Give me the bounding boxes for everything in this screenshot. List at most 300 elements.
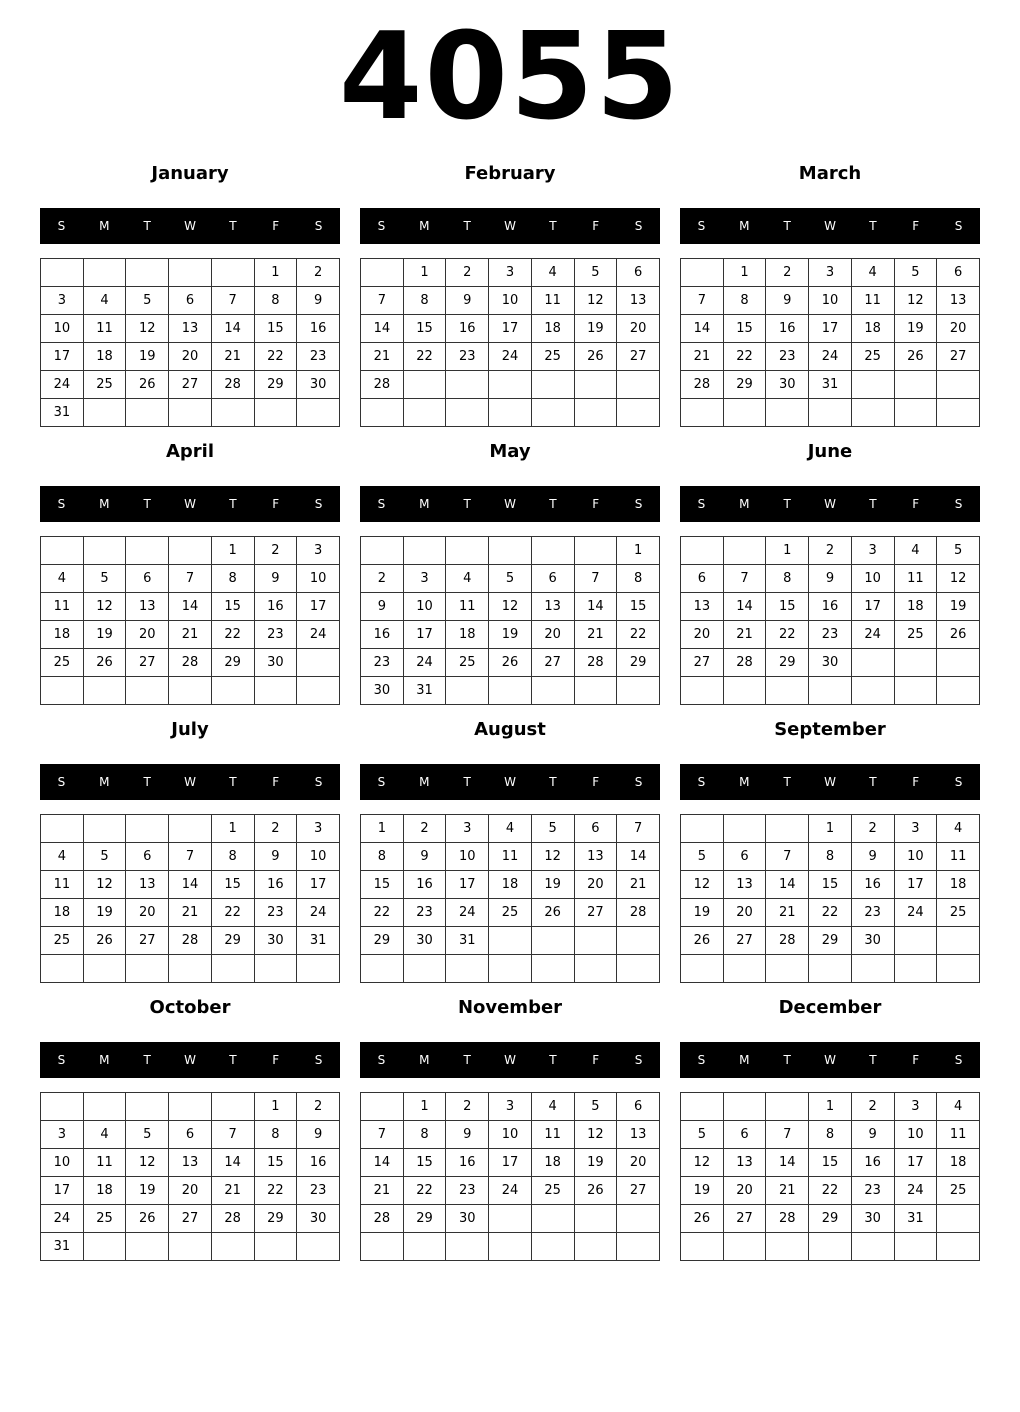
day-cell: 3 bbox=[403, 565, 446, 593]
day-cell: 26 bbox=[531, 899, 574, 927]
day-cell: 14 bbox=[361, 315, 404, 343]
day-cell: 21 bbox=[766, 899, 809, 927]
day-cell: 3 bbox=[809, 259, 852, 287]
weekday-label: S bbox=[954, 775, 963, 789]
day-cell: 11 bbox=[894, 565, 937, 593]
week-row bbox=[41, 1149, 340, 1177]
day-cell: 29 bbox=[403, 1205, 446, 1233]
day-cell: 24 bbox=[446, 899, 489, 927]
week-row bbox=[361, 1093, 660, 1121]
day-cell: 15 bbox=[809, 1149, 852, 1177]
week-row bbox=[681, 371, 980, 399]
month-name: January bbox=[151, 163, 229, 184]
day-cell bbox=[361, 1093, 404, 1121]
day-cell bbox=[126, 677, 169, 705]
day-cell: 11 bbox=[83, 315, 126, 343]
weekday-label: M bbox=[419, 1053, 430, 1067]
day-cell: 27 bbox=[531, 649, 574, 677]
weekday-header-bar bbox=[40, 764, 340, 800]
day-cell bbox=[681, 677, 724, 705]
day-cell: 30 bbox=[254, 927, 297, 955]
day-cell: 29 bbox=[617, 649, 660, 677]
day-cell bbox=[681, 815, 724, 843]
day-cell bbox=[403, 1233, 446, 1261]
weekday-label: T bbox=[463, 497, 471, 511]
day-cell: 4 bbox=[894, 537, 937, 565]
weekday-label: M bbox=[739, 1053, 750, 1067]
week-row bbox=[361, 955, 660, 983]
day-cell bbox=[851, 399, 894, 427]
day-cell: 14 bbox=[211, 315, 254, 343]
day-cell: 21 bbox=[766, 1177, 809, 1205]
week-row bbox=[361, 565, 660, 593]
month-name: November bbox=[457, 997, 563, 1018]
day-cell: 17 bbox=[894, 1149, 937, 1177]
day-cell bbox=[681, 537, 724, 565]
week-row bbox=[41, 1205, 340, 1233]
weekday-label: M bbox=[99, 1053, 110, 1067]
day-cell bbox=[809, 399, 852, 427]
day-cell: 14 bbox=[681, 315, 724, 343]
weekday-header-bar bbox=[40, 208, 340, 244]
day-cell bbox=[617, 1205, 660, 1233]
day-cell: 2 bbox=[254, 537, 297, 565]
day-cell: 18 bbox=[851, 315, 894, 343]
week-row bbox=[361, 399, 660, 427]
day-cell: 19 bbox=[83, 621, 126, 649]
weekday-label: W bbox=[504, 775, 516, 789]
day-cell bbox=[489, 371, 532, 399]
week-row bbox=[41, 565, 340, 593]
day-cell bbox=[126, 537, 169, 565]
weekday-header-bar bbox=[360, 1042, 660, 1078]
weekday-header-bar bbox=[680, 208, 980, 244]
day-cell: 3 bbox=[489, 1093, 532, 1121]
day-cell: 2 bbox=[766, 259, 809, 287]
week-row bbox=[361, 649, 660, 677]
day-cell bbox=[211, 955, 254, 983]
day-cell bbox=[574, 537, 617, 565]
day-cell: 25 bbox=[531, 343, 574, 371]
day-cell: 1 bbox=[211, 815, 254, 843]
day-cell: 10 bbox=[446, 843, 489, 871]
day-cell: 28 bbox=[169, 927, 212, 955]
weekday-label: F bbox=[592, 497, 600, 511]
day-cell: 20 bbox=[617, 315, 660, 343]
day-cell: 30 bbox=[254, 649, 297, 677]
day-cell bbox=[723, 1233, 766, 1261]
week-row bbox=[41, 537, 340, 565]
day-cell bbox=[41, 955, 84, 983]
day-cell: 19 bbox=[126, 1177, 169, 1205]
day-cell bbox=[83, 677, 126, 705]
day-cell: 20 bbox=[681, 621, 724, 649]
day-cell: 26 bbox=[83, 927, 126, 955]
day-cell: 26 bbox=[574, 343, 617, 371]
day-cell: 4 bbox=[531, 1093, 574, 1121]
day-cell: 18 bbox=[937, 871, 980, 899]
day-cell bbox=[681, 1093, 724, 1121]
week-row bbox=[361, 815, 660, 843]
day-cell bbox=[83, 1233, 126, 1261]
day-cell: 2 bbox=[403, 815, 446, 843]
day-cell: 26 bbox=[489, 649, 532, 677]
day-cell: 18 bbox=[531, 1149, 574, 1177]
day-cell: 19 bbox=[937, 593, 980, 621]
day-cell bbox=[851, 1233, 894, 1261]
day-cell: 30 bbox=[446, 1205, 489, 1233]
day-cell: 21 bbox=[169, 899, 212, 927]
day-cell bbox=[126, 1093, 169, 1121]
day-cell: 16 bbox=[297, 315, 340, 343]
day-cell bbox=[41, 537, 84, 565]
day-cell bbox=[723, 399, 766, 427]
day-cell: 6 bbox=[169, 1121, 212, 1149]
day-cell: 21 bbox=[211, 343, 254, 371]
day-cell: 20 bbox=[723, 1177, 766, 1205]
day-cell bbox=[937, 927, 980, 955]
day-cell: 16 bbox=[403, 871, 446, 899]
day-cell: 20 bbox=[126, 899, 169, 927]
day-cell bbox=[169, 955, 212, 983]
day-cell: 9 bbox=[446, 1121, 489, 1149]
day-cell: 21 bbox=[574, 621, 617, 649]
week-row bbox=[361, 259, 660, 287]
weekday-label: T bbox=[869, 775, 877, 789]
day-cell: 25 bbox=[894, 621, 937, 649]
week-row bbox=[361, 621, 660, 649]
day-cell bbox=[681, 955, 724, 983]
weekday-label: T bbox=[869, 219, 877, 233]
day-cell: 1 bbox=[361, 815, 404, 843]
day-cell: 21 bbox=[169, 621, 212, 649]
day-cell bbox=[574, 955, 617, 983]
week-row bbox=[681, 871, 980, 899]
day-cell bbox=[211, 1093, 254, 1121]
day-cell: 19 bbox=[489, 621, 532, 649]
weekday-header-bar bbox=[360, 764, 660, 800]
day-cell: 12 bbox=[531, 843, 574, 871]
day-cell: 15 bbox=[809, 871, 852, 899]
day-cell: 9 bbox=[297, 287, 340, 315]
day-cell bbox=[83, 955, 126, 983]
week-row bbox=[41, 1093, 340, 1121]
day-cell: 22 bbox=[254, 1177, 297, 1205]
day-cell: 2 bbox=[446, 259, 489, 287]
weekday-label: M bbox=[419, 219, 430, 233]
day-cell: 16 bbox=[446, 1149, 489, 1177]
day-cell bbox=[617, 955, 660, 983]
day-cell: 30 bbox=[809, 649, 852, 677]
day-cell: 3 bbox=[41, 287, 84, 315]
weekday-label: W bbox=[504, 219, 516, 233]
day-cell: 3 bbox=[297, 537, 340, 565]
week-row bbox=[361, 593, 660, 621]
weekday-label: T bbox=[549, 1053, 557, 1067]
weekday-label: S bbox=[377, 497, 386, 511]
day-cell: 13 bbox=[937, 287, 980, 315]
weekday-label: T bbox=[229, 219, 237, 233]
day-cell: 5 bbox=[574, 259, 617, 287]
day-cell bbox=[894, 649, 937, 677]
day-cell: 20 bbox=[169, 343, 212, 371]
day-cell bbox=[851, 649, 894, 677]
day-cell: 16 bbox=[361, 621, 404, 649]
weekday-header-bar bbox=[680, 1042, 980, 1078]
day-cell: 5 bbox=[894, 259, 937, 287]
day-cell: 25 bbox=[937, 1177, 980, 1205]
day-cell: 7 bbox=[723, 565, 766, 593]
day-cell bbox=[403, 399, 446, 427]
day-cell: 2 bbox=[297, 259, 340, 287]
day-cell: 6 bbox=[126, 843, 169, 871]
day-cell bbox=[531, 1233, 574, 1261]
weekday-label: T bbox=[143, 219, 151, 233]
day-cell: 6 bbox=[723, 1121, 766, 1149]
day-cell: 5 bbox=[489, 565, 532, 593]
day-cell: 13 bbox=[723, 871, 766, 899]
weekday-label: S bbox=[377, 1053, 386, 1067]
day-cell: 13 bbox=[531, 593, 574, 621]
day-cell: 15 bbox=[723, 315, 766, 343]
weekday-label: T bbox=[143, 775, 151, 789]
day-cell: 19 bbox=[681, 1177, 724, 1205]
week-row bbox=[681, 565, 980, 593]
day-cell: 16 bbox=[297, 1149, 340, 1177]
day-cell: 16 bbox=[254, 871, 297, 899]
day-cell: 24 bbox=[297, 621, 340, 649]
week-row bbox=[41, 955, 340, 983]
day-cell: 29 bbox=[809, 1205, 852, 1233]
week-row bbox=[41, 371, 340, 399]
day-cell: 30 bbox=[297, 1205, 340, 1233]
weekday-label: F bbox=[272, 775, 280, 789]
day-cell: 30 bbox=[297, 371, 340, 399]
day-cell: 4 bbox=[937, 1093, 980, 1121]
day-cell: 4 bbox=[851, 259, 894, 287]
day-cell bbox=[211, 677, 254, 705]
day-cell: 19 bbox=[126, 343, 169, 371]
day-cell bbox=[489, 927, 532, 955]
day-cell: 21 bbox=[723, 621, 766, 649]
day-cell: 24 bbox=[894, 1177, 937, 1205]
day-cell bbox=[617, 371, 660, 399]
day-cell bbox=[403, 371, 446, 399]
weekday-label: S bbox=[634, 219, 643, 233]
day-cell bbox=[403, 537, 446, 565]
day-cell: 10 bbox=[894, 843, 937, 871]
day-cell: 1 bbox=[809, 1093, 852, 1121]
day-cell: 27 bbox=[937, 343, 980, 371]
weekday-label: S bbox=[697, 775, 706, 789]
day-cell: 12 bbox=[126, 315, 169, 343]
day-cell: 9 bbox=[361, 593, 404, 621]
day-cell: 29 bbox=[254, 371, 297, 399]
day-cell bbox=[83, 1093, 126, 1121]
day-cell: 24 bbox=[297, 899, 340, 927]
day-cell: 27 bbox=[723, 1205, 766, 1233]
day-cell bbox=[681, 1233, 724, 1261]
day-cell bbox=[617, 399, 660, 427]
weekday-label: S bbox=[697, 497, 706, 511]
day-cell: 8 bbox=[809, 843, 852, 871]
day-cell: 11 bbox=[41, 871, 84, 899]
day-cell: 18 bbox=[894, 593, 937, 621]
day-cell: 27 bbox=[126, 649, 169, 677]
day-cell bbox=[574, 371, 617, 399]
day-cell bbox=[83, 537, 126, 565]
weekday-label: M bbox=[419, 497, 430, 511]
day-cell bbox=[403, 955, 446, 983]
day-cell: 10 bbox=[489, 287, 532, 315]
week-row bbox=[41, 343, 340, 371]
day-cell: 28 bbox=[723, 649, 766, 677]
day-cell: 16 bbox=[851, 871, 894, 899]
weekday-label: T bbox=[463, 1053, 471, 1067]
day-cell bbox=[809, 1233, 852, 1261]
day-cell: 12 bbox=[489, 593, 532, 621]
day-cell: 20 bbox=[531, 621, 574, 649]
day-cell bbox=[531, 537, 574, 565]
week-row bbox=[41, 593, 340, 621]
day-cell bbox=[254, 677, 297, 705]
week-row bbox=[681, 399, 980, 427]
day-cell: 29 bbox=[211, 927, 254, 955]
day-cell: 9 bbox=[851, 843, 894, 871]
day-cell: 23 bbox=[297, 343, 340, 371]
day-cell: 26 bbox=[126, 371, 169, 399]
day-cell: 5 bbox=[681, 1121, 724, 1149]
day-cell: 27 bbox=[617, 343, 660, 371]
day-cell bbox=[723, 1093, 766, 1121]
day-cell bbox=[126, 815, 169, 843]
day-cell: 28 bbox=[766, 1205, 809, 1233]
day-cell: 7 bbox=[169, 843, 212, 871]
day-cell: 4 bbox=[41, 565, 84, 593]
day-cell: 28 bbox=[617, 899, 660, 927]
day-cell: 5 bbox=[574, 1093, 617, 1121]
day-cell bbox=[681, 259, 724, 287]
year-title: 4055 bbox=[339, 8, 681, 147]
day-cell: 23 bbox=[254, 899, 297, 927]
day-grid bbox=[680, 814, 980, 983]
day-cell: 20 bbox=[937, 315, 980, 343]
day-cell bbox=[809, 677, 852, 705]
day-cell bbox=[169, 815, 212, 843]
day-cell: 25 bbox=[489, 899, 532, 927]
day-cell bbox=[766, 1093, 809, 1121]
weekday-label: S bbox=[314, 775, 323, 789]
day-cell: 1 bbox=[766, 537, 809, 565]
day-cell: 10 bbox=[41, 315, 84, 343]
day-cell: 7 bbox=[617, 815, 660, 843]
weekday-label: F bbox=[592, 775, 600, 789]
month-name: September bbox=[774, 719, 886, 740]
week-row bbox=[681, 621, 980, 649]
day-cell bbox=[361, 259, 404, 287]
day-cell: 4 bbox=[531, 259, 574, 287]
day-cell: 15 bbox=[211, 871, 254, 899]
day-cell: 1 bbox=[617, 537, 660, 565]
weekday-header-bar bbox=[40, 486, 340, 522]
week-row bbox=[41, 649, 340, 677]
day-cell: 7 bbox=[766, 1121, 809, 1149]
day-cell bbox=[894, 677, 937, 705]
day-cell: 29 bbox=[254, 1205, 297, 1233]
day-cell bbox=[617, 677, 660, 705]
weekday-label: T bbox=[783, 219, 791, 233]
day-cell: 16 bbox=[446, 315, 489, 343]
weekday-label: T bbox=[229, 497, 237, 511]
day-cell: 23 bbox=[766, 343, 809, 371]
day-cell bbox=[446, 1233, 489, 1261]
day-cell: 17 bbox=[41, 1177, 84, 1205]
weekday-label: T bbox=[549, 219, 557, 233]
day-cell bbox=[766, 815, 809, 843]
day-cell: 7 bbox=[681, 287, 724, 315]
day-cell: 17 bbox=[489, 1149, 532, 1177]
day-cell: 23 bbox=[851, 1177, 894, 1205]
day-cell: 14 bbox=[361, 1149, 404, 1177]
day-cell bbox=[851, 677, 894, 705]
day-cell: 8 bbox=[617, 565, 660, 593]
day-cell: 25 bbox=[41, 649, 84, 677]
week-row bbox=[41, 315, 340, 343]
day-cell: 18 bbox=[41, 621, 84, 649]
day-cell: 6 bbox=[531, 565, 574, 593]
day-cell: 17 bbox=[41, 343, 84, 371]
day-cell: 10 bbox=[851, 565, 894, 593]
day-cell: 20 bbox=[126, 621, 169, 649]
day-grid bbox=[680, 1092, 980, 1261]
month-name: June bbox=[807, 441, 853, 462]
day-cell: 6 bbox=[723, 843, 766, 871]
day-cell: 9 bbox=[403, 843, 446, 871]
day-cell: 4 bbox=[446, 565, 489, 593]
day-cell bbox=[723, 955, 766, 983]
day-cell bbox=[574, 399, 617, 427]
day-cell bbox=[361, 955, 404, 983]
day-cell: 4 bbox=[83, 1121, 126, 1149]
day-cell: 23 bbox=[446, 1177, 489, 1205]
day-grid bbox=[40, 814, 340, 983]
day-cell: 29 bbox=[211, 649, 254, 677]
day-cell: 20 bbox=[617, 1149, 660, 1177]
day-cell: 17 bbox=[403, 621, 446, 649]
day-cell bbox=[574, 927, 617, 955]
day-cell: 17 bbox=[446, 871, 489, 899]
day-cell: 1 bbox=[403, 259, 446, 287]
day-cell bbox=[937, 649, 980, 677]
day-cell: 9 bbox=[851, 1121, 894, 1149]
day-cell bbox=[297, 1233, 340, 1261]
week-row bbox=[361, 371, 660, 399]
day-cell: 22 bbox=[211, 621, 254, 649]
weekday-label: W bbox=[504, 497, 516, 511]
weekday-label: F bbox=[912, 1053, 920, 1067]
week-row bbox=[41, 1177, 340, 1205]
day-cell bbox=[617, 1233, 660, 1261]
day-cell bbox=[723, 537, 766, 565]
weekday-label: W bbox=[504, 1053, 516, 1067]
day-cell: 25 bbox=[446, 649, 489, 677]
day-cell: 6 bbox=[937, 259, 980, 287]
day-cell: 24 bbox=[489, 1177, 532, 1205]
weekday-label: S bbox=[634, 775, 643, 789]
weekday-header-bar bbox=[360, 486, 660, 522]
day-cell bbox=[254, 955, 297, 983]
week-row bbox=[41, 677, 340, 705]
